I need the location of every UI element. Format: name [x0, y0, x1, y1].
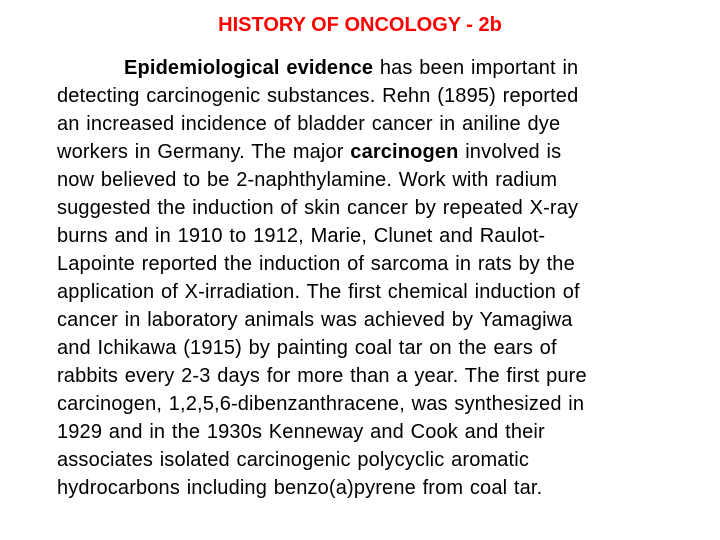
paragraph-line — [57, 138, 561, 166]
line-text: detecting carcinogenic substances. Rehn (1895) reported — [57, 85, 579, 107]
paragraph-line — [57, 446, 529, 474]
bold-phrase: Epidemiological evidence — [124, 57, 374, 79]
paragraph-line — [57, 82, 578, 110]
line-text: an increased incidence of bladder cancer in aniline dye — [57, 113, 561, 135]
paragraph-line — [57, 418, 545, 446]
line-text: carcinogen, 1,2,5,6-dibenzanthracene, was synthesized in — [57, 393, 585, 415]
paragraph-line — [57, 278, 580, 306]
paragraph-line — [57, 194, 578, 222]
paragraph-line — [57, 166, 557, 194]
line-text: associates isolated carcinogenic polycyclic aromatic — [57, 449, 530, 471]
paragraph-line — [57, 334, 557, 362]
line-text: rabbits every 2-3 days for more than a year. The first pure — [57, 365, 587, 387]
line-text: now believed to be 2-naphthylamine. Work with radium — [57, 169, 558, 191]
paragraph-line — [57, 222, 545, 250]
line-text: workers in Germany. The major — [57, 141, 351, 163]
line-text: Lapointe reported the induction of sarcoma in rats by the — [57, 253, 575, 275]
paragraph-line — [57, 362, 587, 390]
line-text: and Ichikawa (1915) by painting coal tar on the ears of — [57, 337, 557, 359]
line-text: 1929 and in the 1930s Kenneway and Cook and their — [57, 421, 545, 443]
paragraph-line — [57, 110, 560, 138]
paragraph-line — [57, 390, 584, 418]
line-text: suggested the induction of skin cancer by repeated X-ray — [57, 197, 579, 219]
paragraph-line — [57, 306, 573, 334]
line-text: involved is — [458, 141, 562, 163]
line-text: burns and in 1910 to 1912, Marie, Clunet and Raulot- — [57, 225, 546, 247]
line-text: application of X-irradiation. The first chemical induction of — [57, 281, 580, 303]
line-text: has been important in — [373, 57, 579, 79]
paragraph-line — [57, 474, 542, 502]
bold-phrase: carcinogen — [350, 141, 459, 163]
slide-title: HISTORY OF ONCOLOGY - 2b — [218, 14, 502, 36]
line-text: hydrocarbons including benzo(a)pyrene from coal tar. — [57, 477, 543, 499]
paragraph-line — [124, 54, 578, 82]
paragraph-line — [57, 250, 575, 278]
line-text: cancer in laboratory animals was achieved by Yamagiwa — [57, 309, 573, 331]
